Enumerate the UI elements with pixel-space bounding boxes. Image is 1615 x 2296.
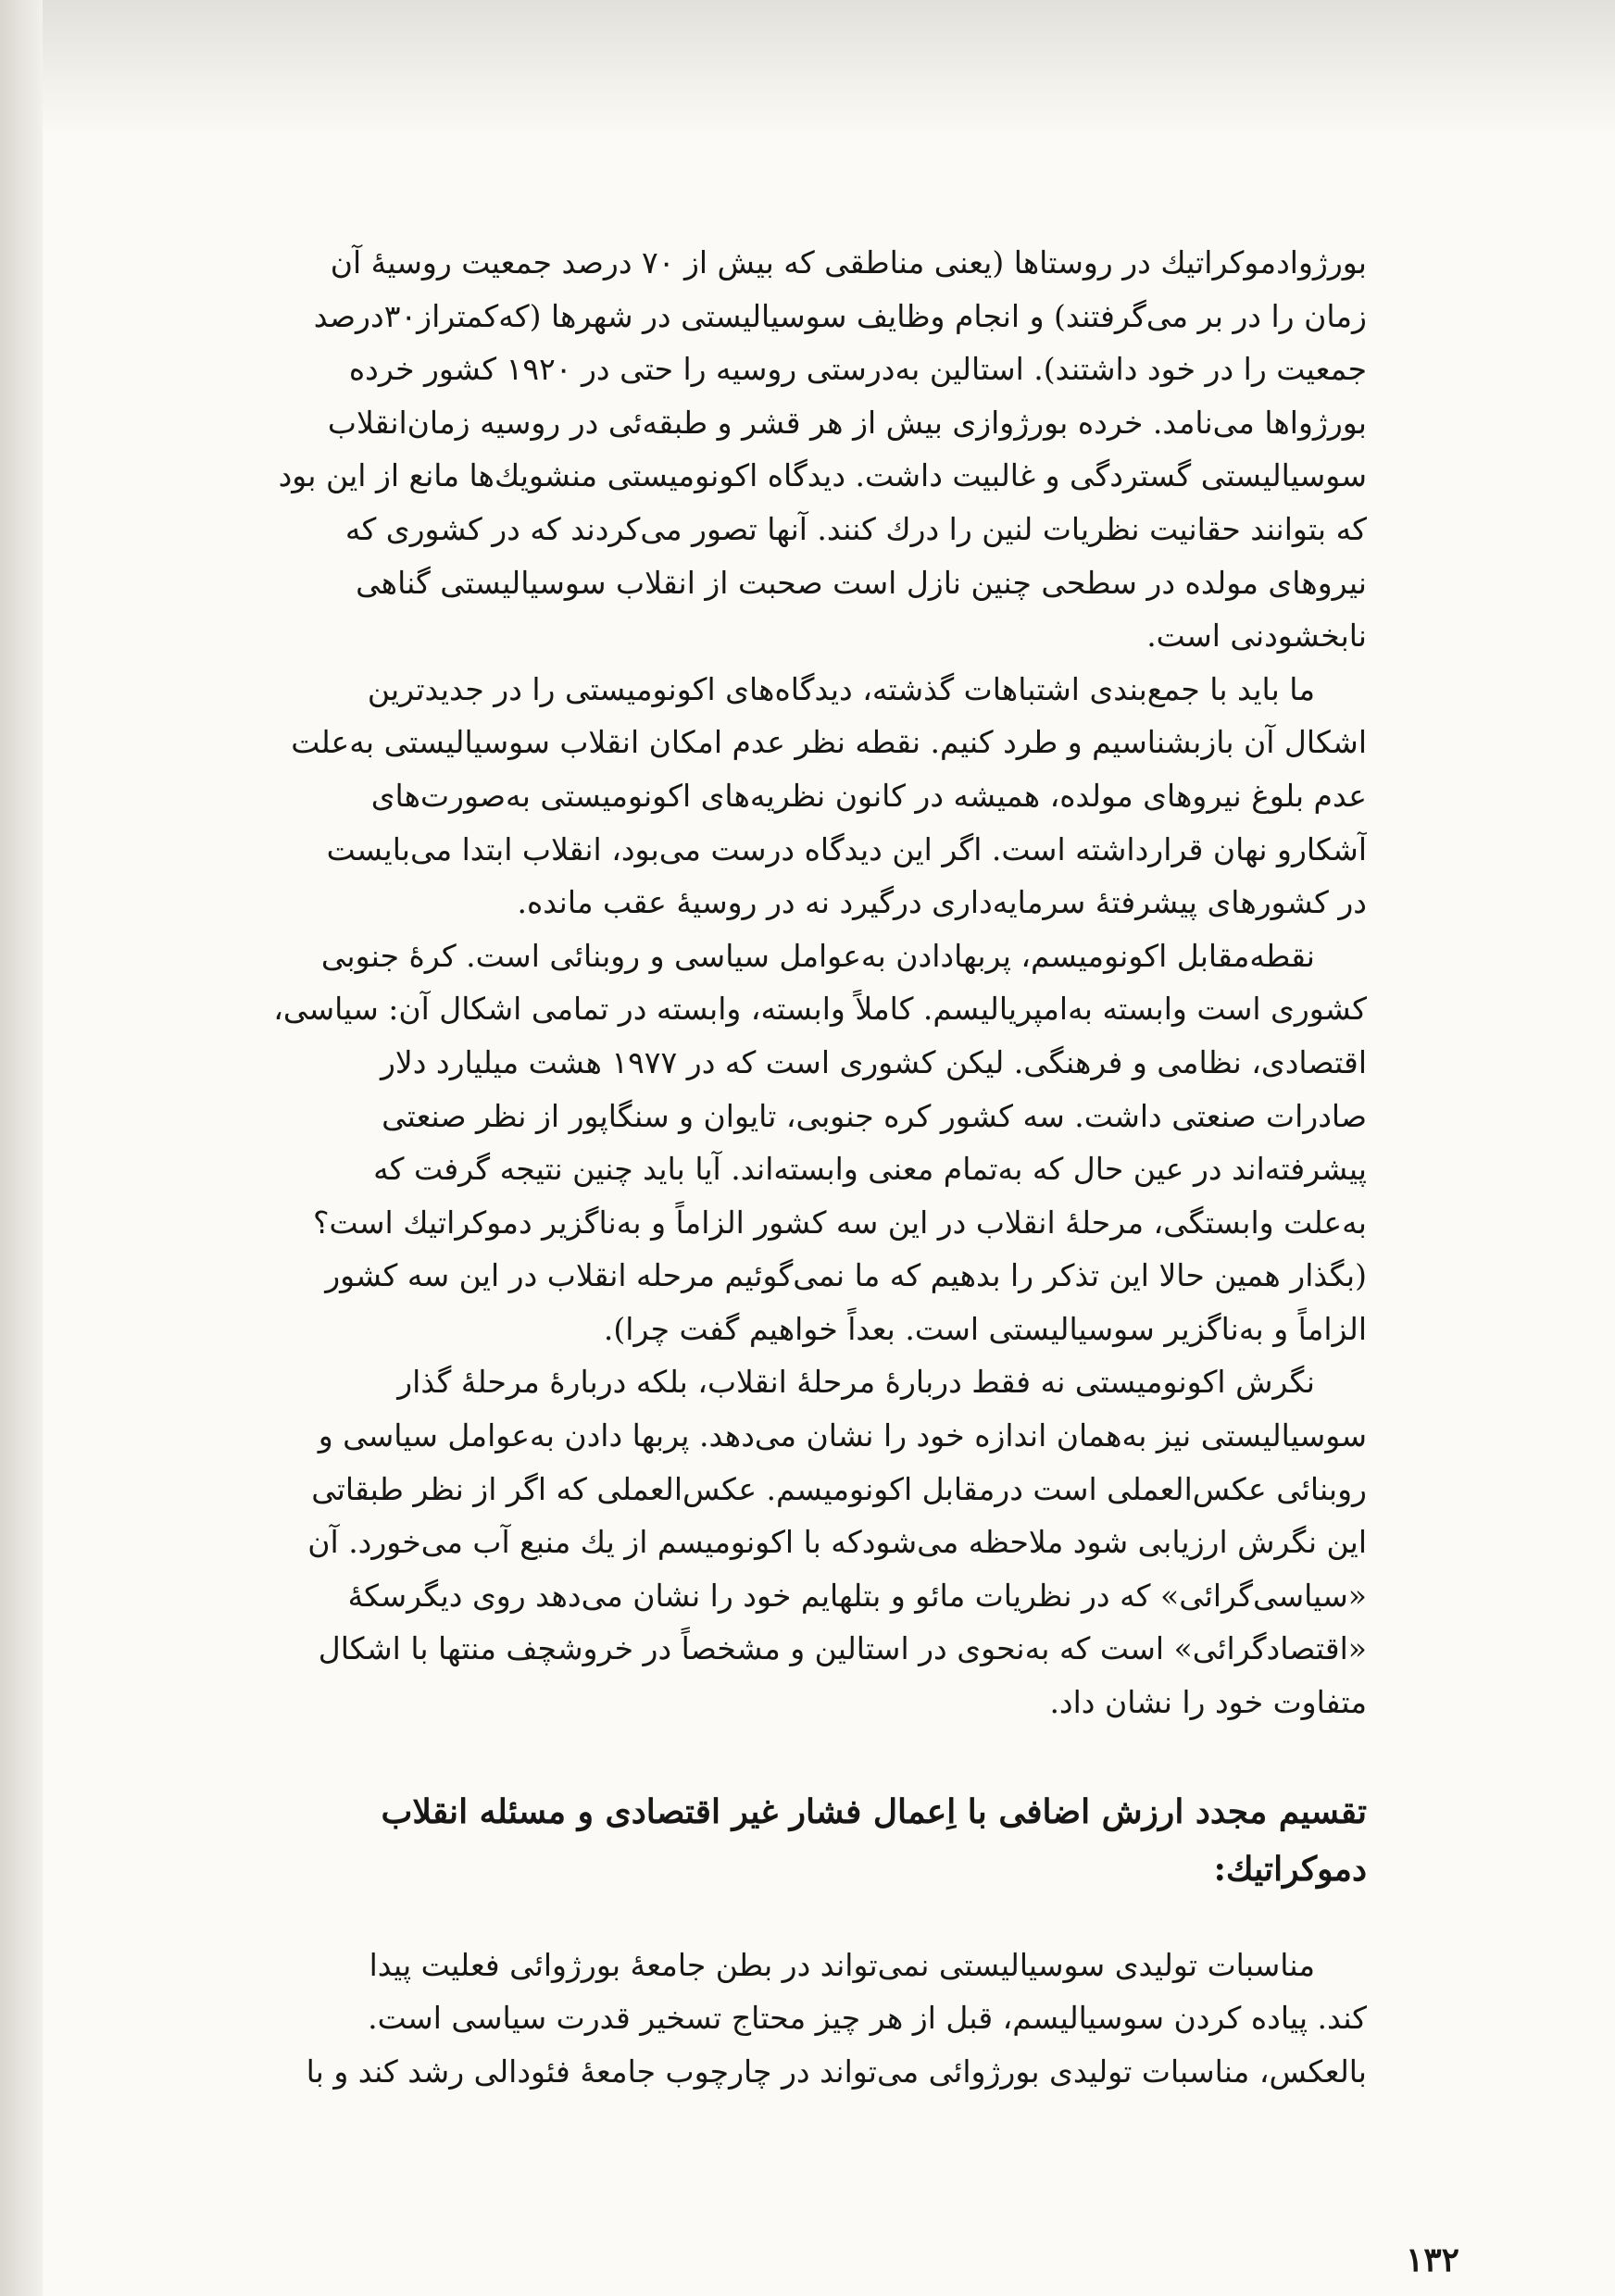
text-line: الزاماً و به‌ناگزیر سوسیالیستی است. بعداً خواهیم گفت چرا). [603,1310,1367,1347]
text-line: بورژواها می‌نامد. خرده بورژوازی بیش از هر قشر و طبقه‌ئی در روسیه زمان‌انقلاب [327,404,1367,441]
text-line: پیشرفته‌اند در عین حال که به‌تمام معنی وابسته‌اند. آیا باید چنین نتیجه گرفت که [373,1151,1367,1188]
text-line: اقتصادی، نظامی و فرهنگی. لیکن کشوری است که در ۱۹۷۷ هشت میلیارد دلار [380,1043,1367,1080]
text-line: بورژوادموکراتیك در روستاها (یعنی مناطقی که بیش از ۷۰ درصد جمعیت روسیهٔ آن [330,244,1367,281]
page-top-shadow [0,0,1615,139]
text-line: بالعکس، مناسبات تولیدی بورژوائی می‌تواند در چارچوب جامعهٔ فئودالی رشد کند و با [306,2053,1367,2090]
text-line: نیروهای مولده در سطحی چنین نازل است صحبت از انقلاب سوسیالیستی گناهی [356,564,1367,601]
text-line: مناسبات تولیدی سوسیالیستی نمی‌تواند در بطن جامعهٔ بورژوائی فعلیت پیدا [369,1946,1315,1983]
text-line: کشوری است وابسته به‌امپریالیسم. کاملاً وابسته، وابسته در تمامی اشکال آن: سیاسی، [273,991,1367,1028]
text-line: (بگذار همین حالا این تذکر را بدهیم که ما نمی‌گوئیم مرحله انقلاب در این سه کشور [325,1257,1367,1294]
paragraph-5 [243,1939,1367,2099]
text-line: صادرات صنعتی داشت. سه کشور کره جنوبی، تایوان و سنگاپور از نظر صنعتی [382,1097,1367,1134]
paragraph-1 [243,236,1367,663]
heading-line: تقسیم مجدد ارزش اضافی با اِعمال فشار غیر اقتصادی و مسئله انقلاب [381,1791,1367,1831]
text-line: نابخشودنی است. [1146,618,1367,655]
text-line: جمعیت را در خود داشتند). استالین به‌درستی روسیه را حتی در ۱۹۲۰ کشور خرده [348,351,1367,388]
heading-line: دموکراتیك: [1213,1849,1367,1889]
text-line: آشکارو نهان قرارداشته است. اگر این دیدگاه درست می‌بود، انقلاب ابتدا می‌بایست [326,830,1367,867]
main-text [243,236,1367,2098]
paragraph-3 [243,930,1367,1356]
section-spacer [243,1898,1367,1939]
text-line: نگرش اکونومیستی نه فقط دربارهٔ مرحلهٔ انقلاب، بلکه دربارهٔ مرحلهٔ گذار [397,1364,1315,1401]
paragraph-2 [243,663,1367,930]
text-line: «سیاسی‌گرائی» که در نظریات مائو و بتلهایم خود را نشان می‌دهد روی دیگرسکهٔ [347,1577,1367,1614]
page-number: ۱۳۲ [1406,2240,1460,2279]
text-line: که بتوانند حقانیت نظریات لنین را درك کنند. آنها تصور می‌کردند که در کشوری که [344,510,1367,547]
text-line: روبنائی عکس‌العملی است درمقابل اکونومیسم. عکس‌العملی که اگر از نظر طبقاتی [311,1470,1367,1507]
text-line: سوسیالیستی نیز به‌همان اندازه خود را نشان می‌دهد. پربها دادن به‌عوامل سیاسی و [318,1417,1367,1454]
paper-edge [0,0,43,2296]
text-line: «اقتصادگرائی» است که به‌نحوی در استالین و مشخصاً در خروشچف منتها با اشکال [318,1630,1367,1667]
text-line: در کشورهای پیشرفتهٔ سرمایه‌داری درگیرد نه در روسیهٔ عقب مانده. [517,884,1367,921]
section-heading [243,1783,1367,1898]
text-line: این نگرش ارزیابی شود ملاحظه می‌شودکه با اکونومیسم از یك منبع آب می‌خورد. آن [307,1524,1367,1561]
text-line: کند. پیاده کردن سوسیالیسم، قبل از هر چیز محتاج تسخیر قدرت سیاسی است. [368,2000,1367,2037]
text-line: سوسیالیستی گستردگی و غالبیت داشت. دیدگاه اکونومیستی منشویك‌ها مانع از این بود [278,457,1367,494]
text-line: متفاوت خود را نشان داد. [1049,1684,1367,1721]
section-spacer [243,1729,1367,1783]
text-line: به‌علت وابستگی، مرحلهٔ انقلاب در این سه کشور الزاماً و به‌ناگزیر دموکراتیك است؟ [312,1204,1367,1241]
text-line: اشکال آن بازبشناسیم و طرد کنیم. نقطه نظر عدم امکان انقلاب سوسیالیستی به‌علت [291,724,1367,761]
text-line: زمان را در بر می‌گرفتند) و انجام وظایف سوسیالیستی در شهرها (که‌کمتراز۳۰درصد [313,297,1367,334]
text-line: عدم بلوغ نیروهای مولده، همیشه در کانون نظریه‌های اکونومیستی به‌صورت‌های [370,777,1367,814]
text-line: ما باید با جمع‌بندی اشتباهات گذشته، دیدگاه‌های اکونومیستی را در جدیدترین [367,670,1315,707]
text-line: نقطه‌مقابل اکونومیسم، پربهادادن به‌عوامل سیاسی و روبنائی است. کرهٔ جنوبی [320,937,1315,974]
paragraph-4 [243,1355,1367,1728]
